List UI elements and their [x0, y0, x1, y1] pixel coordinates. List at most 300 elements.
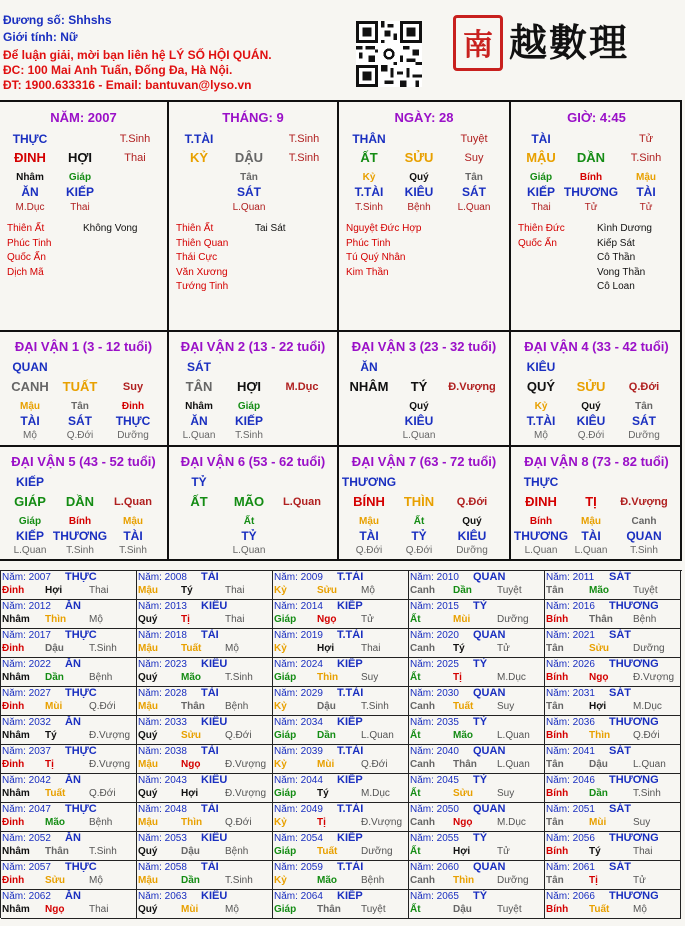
- year-stem: Canh: [410, 875, 435, 886]
- hidden-life-stage: L.Quan: [232, 202, 266, 213]
- year-cell: [273, 745, 409, 774]
- hidden-stem: Quý: [462, 516, 482, 527]
- year-branch: Tý: [589, 846, 601, 857]
- year-stem: Tân: [546, 759, 564, 770]
- year-cell: [273, 629, 409, 658]
- year-branch: Sửu: [181, 730, 202, 741]
- year-branch: Mùi: [589, 817, 607, 828]
- year-ten-god: ĂN: [65, 716, 81, 728]
- pillar-life-stage: Tử: [638, 133, 654, 145]
- star-item: Thiên Ất: [7, 223, 45, 234]
- star-item: Không Vong: [83, 223, 138, 234]
- year-stem: Kỷ: [274, 643, 287, 654]
- hidden-stem: Canh: [631, 516, 657, 527]
- year-stem: Kỷ: [274, 817, 287, 828]
- dai-van-cell: [169, 445, 337, 558]
- hidden-stem: Mậu: [636, 172, 656, 183]
- hidden-ten-god: THƯƠNG: [52, 529, 108, 543]
- year-life-stage: Dưỡng: [497, 875, 529, 886]
- year-ten-god: THỰC: [65, 687, 97, 699]
- year-cell: [137, 803, 273, 832]
- hidden-ten-god: SÁT: [68, 414, 92, 428]
- year-ten-god: ĂN: [65, 832, 81, 844]
- hidden-ten-god: TỶ: [241, 529, 257, 543]
- dai-van-ten-god: THỰC: [523, 475, 559, 489]
- star-item: Cô Loan: [597, 281, 635, 292]
- year-stem: Kỷ: [274, 875, 287, 886]
- dai-van-life-stage: Q.Đới: [628, 381, 660, 393]
- year-label: Năm: 2018: [138, 630, 187, 641]
- year-life-stage: Đ.Vượng: [361, 817, 403, 828]
- dai-van-life-stage: Suy: [122, 381, 144, 393]
- year-cell: [137, 571, 273, 600]
- year-branch: Mão: [45, 817, 65, 828]
- hidden-ten-god: SÁT: [237, 185, 261, 199]
- year-branch: Sửu: [589, 643, 610, 654]
- hidden-life-stage: Q.Đới: [355, 545, 383, 556]
- year-stem: Ất: [410, 730, 421, 741]
- hidden-ten-god: THỰC: [115, 414, 151, 428]
- year-stem: Kỷ: [274, 585, 287, 596]
- year-cell: [409, 745, 545, 774]
- pillar-cell: [511, 102, 682, 328]
- year-branch: Mão: [453, 730, 473, 741]
- pillar-ten-god: T.TÀI: [184, 132, 214, 146]
- year-stem: Mậu: [138, 585, 158, 596]
- year-branch: Mùi: [181, 904, 199, 915]
- year-branch: Mùi: [45, 701, 63, 712]
- year-branch: Sửu: [453, 788, 474, 799]
- year-cell: [137, 629, 273, 658]
- brand-logo-text: 越數理: [509, 20, 630, 65]
- year-label: Năm: 2019: [274, 630, 323, 641]
- dai-van-cell: [0, 330, 167, 443]
- year-branch: Tuất: [453, 701, 474, 712]
- star-item: Văn Xương: [176, 266, 228, 278]
- year-stem: Quý: [138, 614, 158, 625]
- pillar-ten-god: TÀI: [531, 132, 551, 146]
- year-stem: Bính: [546, 614, 569, 625]
- year-branch: Dần: [453, 585, 472, 596]
- hidden-stem: Giáp: [529, 172, 553, 183]
- year-stem: Mậu: [138, 759, 158, 770]
- hidden-life-stage: Q.Đới: [405, 545, 433, 556]
- year-stem: Mậu: [138, 643, 158, 654]
- dai-van-branch: DẦN: [65, 494, 95, 509]
- year-ten-god: ĂN: [65, 890, 81, 902]
- hidden-life-stage: Q.Đới: [66, 430, 94, 441]
- hidden-ten-god: THƯƠNG: [513, 529, 569, 543]
- year-stem: Mậu: [138, 701, 158, 712]
- dai-van-branch: SỬU: [576, 379, 606, 394]
- year-ten-god: SÁT: [609, 861, 631, 873]
- year-label: Năm: 2045: [410, 775, 459, 786]
- year-ten-god: THƯƠNG: [609, 716, 659, 728]
- dai-van-stem: NHÂM: [349, 379, 389, 394]
- hidden-ten-god: TÀI: [20, 414, 40, 428]
- year-label: Năm: 2028: [138, 688, 187, 699]
- year-branch: Hợi: [589, 701, 607, 712]
- pillar-cell: [339, 102, 509, 328]
- hidden-ten-god: KIÊU: [576, 414, 606, 428]
- contact-phone-email: ĐT: 1900.633316 - Email: bantuvan@lyso.vn: [3, 78, 252, 92]
- year-stem: Đinh: [2, 701, 25, 712]
- year-life-stage: Đ.Vượng: [89, 730, 131, 741]
- year-label: Năm: 2023: [138, 659, 187, 670]
- year-ten-god: KIÊU: [201, 658, 228, 670]
- year-life-stage: Mộ: [361, 585, 375, 596]
- year-cell: [545, 890, 681, 919]
- hidden-stem: Quý: [409, 172, 429, 183]
- year-stem: Nhâm: [2, 846, 30, 857]
- year-label: Năm: 2043: [138, 775, 187, 786]
- year-cell: [545, 629, 681, 658]
- dai-van-title: ĐẠI VẬN 8 (73 - 82 tuổi): [524, 454, 669, 469]
- hidden-life-stage: L.Quan: [524, 545, 558, 556]
- year-branch: Ngọ: [589, 672, 609, 683]
- year-stem: Đinh: [2, 875, 25, 886]
- year-life-stage: Thai: [361, 643, 381, 654]
- year-cell: [137, 716, 273, 745]
- dai-van-cell: [169, 330, 337, 443]
- pillar-nap: Suy: [464, 152, 484, 164]
- year-ten-god: KIẾP: [337, 832, 363, 844]
- year-life-stage: Thai: [225, 585, 245, 596]
- year-label: Năm: 2052: [2, 833, 51, 844]
- year-life-stage: Q.Đới: [361, 759, 388, 770]
- hidden-ten-god: KIÊU: [404, 414, 434, 428]
- hidden-life-stage: Thai: [531, 202, 551, 213]
- year-life-stage: Q.Đới: [633, 730, 660, 741]
- year-stem: Tân: [546, 875, 564, 886]
- year-cell: [545, 861, 681, 890]
- year-label: Năm: 2057: [2, 862, 51, 873]
- year-branch: Dậu: [589, 759, 608, 770]
- pillar-stem: ĐINH: [14, 150, 46, 165]
- year-life-stage: Thai: [633, 846, 653, 857]
- hidden-ten-god: KIÊU: [457, 529, 487, 543]
- year-cell: [1, 832, 137, 861]
- hidden-ten-god: KIẾP: [526, 185, 555, 199]
- year-ten-god: THỰC: [65, 803, 97, 815]
- hidden-ten-god: TÀI: [636, 185, 656, 199]
- year-life-stage: Tuyệt: [497, 904, 522, 915]
- hidden-stem: Bính: [68, 516, 92, 527]
- hidden-stem: Tân: [635, 401, 653, 412]
- year-cell: [409, 658, 545, 687]
- year-label: Năm: 2046: [546, 775, 595, 786]
- star-item: Phúc Tinh: [7, 237, 52, 249]
- year-branch: Hợi: [45, 585, 63, 596]
- dai-van-title: ĐẠI VẬN 2 (13 - 22 tuổi): [180, 339, 326, 354]
- year-label: Năm: 2017: [2, 630, 51, 641]
- dai-van-title: ĐẠI VẬN 1 (3 - 12 tuổi): [14, 339, 153, 354]
- year-branch: Tý: [453, 643, 465, 654]
- hidden-life-stage: Thai: [70, 202, 90, 213]
- year-ten-god: TỶ: [473, 890, 488, 902]
- year-cell: [545, 716, 681, 745]
- year-stem: Giáp: [274, 788, 297, 799]
- star-item: Tai Sát: [255, 223, 286, 234]
- year-life-stage: T.Sinh: [633, 788, 661, 799]
- year-branch: Hợi: [317, 643, 335, 654]
- year-branch: Tị: [317, 817, 326, 828]
- year-ten-god: TÀI: [201, 861, 219, 873]
- hidden-ten-god: SÁT: [462, 185, 486, 199]
- year-ten-god: QUAN: [473, 803, 506, 815]
- pillar-cell: [0, 102, 167, 328]
- year-cell: [273, 803, 409, 832]
- year-cell: [273, 716, 409, 745]
- year-cell: [137, 861, 273, 890]
- hidden-life-stage: T.Sinh: [119, 545, 147, 556]
- hidden-life-stage: L.Quan: [402, 430, 436, 441]
- year-life-stage: Dưỡng: [633, 643, 665, 654]
- pillar-branch: HỢI: [67, 150, 93, 165]
- hidden-life-stage: Dưỡng: [456, 545, 488, 556]
- year-stem: Đinh: [2, 585, 25, 596]
- hidden-stem: Tân: [240, 172, 258, 183]
- year-label: Năm: 2055: [410, 833, 459, 844]
- dai-van-ten-god: SÁT: [187, 360, 211, 374]
- hidden-stem: Giáp: [68, 172, 92, 183]
- year-label: Năm: 2039: [274, 746, 323, 757]
- dai-van-stem: GIÁP: [14, 494, 46, 509]
- hidden-stem: Quý: [581, 401, 601, 412]
- year-branch: Ngọ: [45, 904, 65, 915]
- year-ten-god: ĂN: [65, 600, 81, 612]
- year-life-stage: Thai: [89, 904, 109, 915]
- dai-van-cell: [339, 330, 509, 443]
- year-life-stage: Mộ: [633, 904, 647, 915]
- year-cell: [1, 861, 137, 890]
- hidden-ten-god: TÀI: [359, 529, 379, 543]
- year-branch: Thân: [45, 846, 69, 857]
- year-life-stage: Tuyệt: [497, 585, 522, 596]
- hidden-ten-god: T.TÀI: [354, 185, 384, 199]
- year-life-stage: L.Quan: [497, 759, 530, 770]
- year-label: Năm: 2012: [2, 601, 51, 612]
- year-ten-god: THỰC: [65, 629, 97, 641]
- hidden-stem: Tân: [465, 172, 483, 183]
- dai-van-title: ĐẠI VẬN 3 (23 - 32 tuổi): [351, 339, 497, 354]
- year-label: Năm: 2015: [410, 601, 459, 612]
- pillar-title: NGÀY: 28: [394, 110, 454, 125]
- dai-van-life-stage: M.Dục: [285, 381, 319, 393]
- star-item: Thiên Đức: [518, 223, 565, 234]
- hidden-life-stage: T.Sinh: [630, 545, 658, 556]
- red-seal-stamp: 南: [453, 15, 503, 71]
- year-label: Năm: 2066: [546, 891, 595, 902]
- year-branch: Hợi: [181, 788, 199, 799]
- dai-van-branch: THÌN: [403, 494, 435, 509]
- dai-van-life-stage: L.Quan: [283, 496, 321, 508]
- year-branch: Thìn: [45, 614, 67, 625]
- year-life-stage: Mộ: [225, 904, 239, 915]
- year-cell: [409, 629, 545, 658]
- year-cell: [137, 774, 273, 803]
- year-branch: Dần: [317, 730, 336, 741]
- year-label: Năm: 2056: [546, 833, 595, 844]
- dai-van-title: ĐẠI VẬN 4 (33 - 42 tuổi): [524, 339, 669, 354]
- year-cell: [409, 687, 545, 716]
- star-item: Kim Thần: [346, 266, 389, 278]
- annual-luck-table: [0, 570, 682, 918]
- hidden-stem: Kỷ: [534, 401, 548, 412]
- year-cell: [409, 803, 545, 832]
- dai-van-life-stage: Q.Đới: [456, 496, 488, 508]
- dai-van-branch: TỊ: [585, 494, 597, 509]
- year-branch: Thân: [317, 904, 341, 915]
- year-label: Năm: 2051: [546, 804, 595, 815]
- year-cell: [273, 600, 409, 629]
- year-ten-god: T.TÀI: [337, 571, 364, 583]
- year-branch: Mùi: [317, 759, 335, 770]
- hidden-life-stage: L.Quan: [457, 202, 491, 213]
- year-label: Năm: 2035: [410, 717, 459, 728]
- hidden-stem: Giáp: [18, 516, 42, 527]
- year-stem: Kỷ: [274, 701, 287, 712]
- year-stem: Canh: [410, 585, 435, 596]
- year-branch: Dậu: [317, 701, 336, 712]
- star-item: Phúc Tinh: [346, 237, 391, 249]
- star-item: Tướng Tinh: [176, 281, 229, 292]
- year-cell: [1, 687, 137, 716]
- year-ten-god: TÀI: [201, 803, 219, 815]
- hidden-ten-god: ĂN: [21, 185, 39, 199]
- year-life-stage: Tuyệt: [361, 904, 386, 915]
- year-ten-god: TỶ: [473, 832, 488, 844]
- year-branch: Tuất: [317, 846, 338, 857]
- year-branch: Thìn: [181, 817, 203, 828]
- year-life-stage: T.Sinh: [361, 701, 389, 712]
- year-cell: [273, 774, 409, 803]
- year-cell: [1, 716, 137, 745]
- year-cell: [1, 571, 137, 600]
- year-life-stage: Bệnh: [89, 817, 113, 828]
- dai-van-stem: QUÝ: [526, 379, 556, 394]
- year-cell: [137, 832, 273, 861]
- hidden-life-stage: Dưỡng: [628, 430, 660, 441]
- year-label: Năm: 2060: [410, 862, 459, 873]
- year-cell: [409, 600, 545, 629]
- year-ten-god: T.TÀI: [337, 803, 364, 815]
- year-label: Năm: 2008: [138, 572, 187, 583]
- year-cell: [1, 745, 137, 774]
- year-ten-god: KIẾP: [337, 774, 363, 786]
- year-label: Năm: 2040: [410, 746, 459, 757]
- year-cell: [545, 687, 681, 716]
- year-label: Năm: 2032: [2, 717, 51, 728]
- pillar-branch: DẬU: [234, 150, 264, 165]
- contact-address: ĐC: 100 Mai Anh Tuấn, Đống Đa, Hà Nội.: [3, 63, 233, 77]
- year-life-stage: Bệnh: [89, 672, 113, 683]
- year-branch: Ngọ: [317, 614, 337, 625]
- year-ten-god: KIÊU: [201, 774, 228, 786]
- year-ten-god: KIẾP: [337, 658, 363, 670]
- year-cell: [137, 745, 273, 774]
- year-stem: Mậu: [138, 817, 158, 828]
- year-life-stage: Thai: [89, 585, 109, 596]
- year-ten-god: SÁT: [609, 803, 631, 815]
- subject-name: Đương số: Shhshs: [3, 13, 112, 27]
- year-life-stage: Tử: [497, 643, 510, 654]
- dai-van-stem: TÂN: [185, 379, 213, 394]
- hidden-stem: Mậu: [359, 516, 379, 527]
- year-stem: Quý: [138, 846, 158, 857]
- pillar-title: GIỜ: 4:45: [567, 110, 626, 125]
- year-branch: Tý: [181, 585, 193, 596]
- hidden-ten-god: QUAN: [626, 529, 662, 543]
- year-label: Năm: 2036: [546, 717, 595, 728]
- contact-line-1: Để luận giải, mời bạn liên hệ LÝ SỐ HỘI QUÁN.: [3, 48, 272, 62]
- year-life-stage: Đ.Vượng: [225, 788, 267, 799]
- hidden-stem: Ất: [243, 516, 255, 527]
- year-stem: Ất: [410, 904, 421, 915]
- year-ten-god: KIẾP: [337, 716, 363, 728]
- year-label: Năm: 2010: [410, 572, 459, 583]
- year-branch: Hợi: [453, 846, 471, 857]
- year-stem: Quý: [138, 672, 158, 683]
- year-life-stage: T.Sinh: [225, 875, 253, 886]
- dai-van-branch: MÃO: [233, 494, 265, 509]
- year-stem: Ất: [410, 672, 421, 683]
- year-label: Năm: 2044: [274, 775, 323, 786]
- year-stem: Quý: [138, 904, 158, 915]
- year-ten-god: TÀI: [201, 571, 219, 583]
- year-label: Năm: 2065: [410, 891, 459, 902]
- year-branch: Dậu: [181, 846, 200, 857]
- year-label: Năm: 2058: [138, 862, 187, 873]
- year-stem: Ất: [410, 614, 421, 625]
- dai-van-stem: ẤT: [190, 494, 208, 509]
- dai-van-title: ĐẠI VẬN 7 (63 - 72 tuổi): [351, 454, 497, 469]
- year-life-stage: Đ.Vượng: [89, 759, 131, 770]
- hidden-life-stage: T.Sinh: [66, 545, 94, 556]
- hidden-stem: Quý: [409, 401, 429, 412]
- year-branch: Tý: [317, 788, 329, 799]
- hidden-ten-god: KIẾP: [65, 185, 94, 199]
- star-item: Kình Dương: [597, 223, 652, 234]
- year-life-stage: Đ.Vượng: [633, 672, 675, 683]
- year-branch: Thân: [589, 614, 613, 625]
- year-ten-god: THƯƠNG: [609, 658, 659, 670]
- dai-van-stem: CANH: [11, 379, 49, 394]
- year-branch: Mùi: [453, 614, 471, 625]
- year-ten-god: T.TÀI: [337, 745, 364, 757]
- year-label: Năm: 2061: [546, 862, 595, 873]
- year-label: Năm: 2041: [546, 746, 595, 757]
- year-branch: Tị: [181, 614, 190, 625]
- year-label: Năm: 2054: [274, 833, 323, 844]
- hidden-life-stage: T.Sinh: [355, 202, 383, 213]
- year-ten-god: THỰC: [65, 571, 97, 583]
- year-label: Năm: 2033: [138, 717, 187, 728]
- year-label: Năm: 2016: [546, 601, 595, 612]
- year-label: Năm: 2007: [2, 572, 51, 583]
- year-ten-god: QUAN: [473, 571, 506, 583]
- year-ten-god: SÁT: [609, 629, 631, 641]
- year-label: Năm: 2022: [2, 659, 51, 670]
- year-ten-god: THƯƠNG: [609, 832, 659, 844]
- year-cell: [1, 890, 137, 919]
- hidden-life-stage: Mộ: [534, 430, 548, 441]
- year-life-stage: Mộ: [89, 875, 103, 886]
- year-stem: Nhâm: [2, 904, 30, 915]
- year-stem: Mậu: [138, 875, 158, 886]
- hidden-life-stage: Q.Đới: [577, 430, 605, 441]
- year-branch: Mão: [317, 875, 337, 886]
